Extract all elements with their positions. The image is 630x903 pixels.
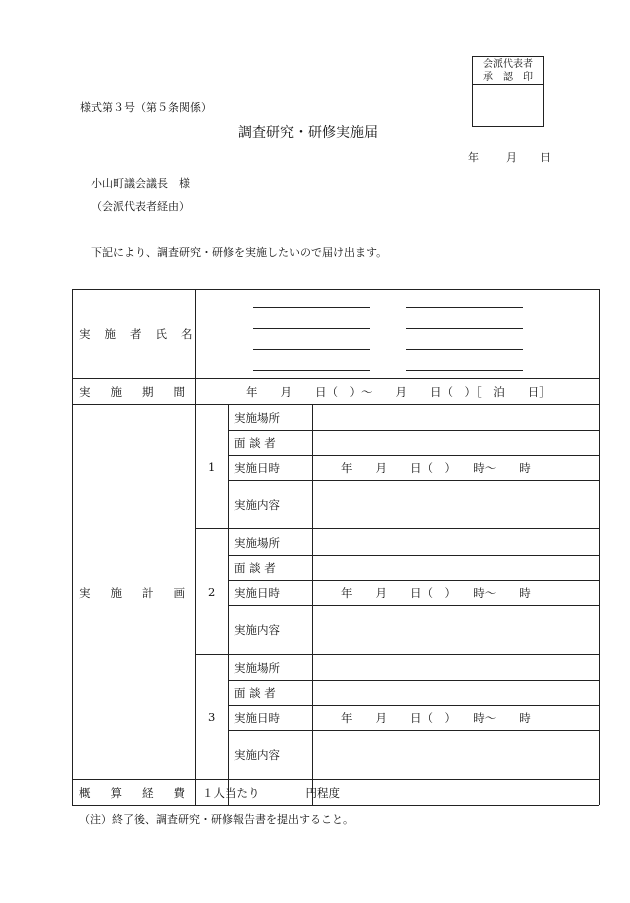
plan3-content-label: 実施内容 [234, 748, 280, 762]
period-value[interactable]: 年 月 日（ ）～ 月 日（ ）［ 泊 日］ [246, 385, 551, 399]
table-border-left [72, 289, 73, 805]
plan1-interviewee-label: 面 談 者 [234, 436, 276, 450]
plan1-content-label: 実施内容 [234, 498, 280, 512]
addressee: 小山町議会議長 様 [91, 177, 190, 190]
table-border-bottom [72, 805, 599, 806]
plan2-datetime-label: 実施日時 [234, 586, 280, 600]
plan1-datetime-label: 実施日時 [234, 461, 280, 475]
plan-number-3: 3 [208, 710, 216, 724]
plan2-interviewee-label: 面 談 者 [234, 561, 276, 575]
plan-subrow-divider [228, 555, 599, 556]
plan-subrow-divider [228, 680, 599, 681]
table-border-top [72, 289, 599, 290]
stamp-header [473, 57, 543, 85]
plan2-datetime-value[interactable]: 年 月 日（ ） 時～ 時 [341, 586, 531, 600]
plan-subrow-divider [228, 455, 599, 456]
plan-number-2: 2 [208, 585, 216, 599]
name-blank-line[interactable] [253, 307, 370, 308]
plan1-place-label: 実施場所 [234, 411, 280, 425]
plan2-place-label: 実施場所 [234, 536, 280, 550]
plan-group-divider [195, 528, 599, 529]
row-divider [72, 378, 599, 379]
plan-subrow-divider [228, 605, 599, 606]
date-month-label: 月 [506, 151, 517, 164]
row-divider [72, 779, 599, 780]
row-divider [72, 404, 599, 405]
stamp-line-2: 承 認 印 [483, 72, 533, 83]
implementer-label [79, 326, 207, 342]
approval-stamp-box [472, 56, 544, 127]
plan-subrow-divider [228, 480, 599, 481]
intro-text: 下記により、調査研究・研修を実施したいので届け出ます。 [91, 246, 388, 259]
plan3-interviewee-label: 面 談 者 [234, 686, 276, 700]
stamp-line-1: 会派代表者 [483, 59, 533, 70]
plan-subrow-divider [228, 430, 599, 431]
date-year-label: 年 [468, 151, 479, 164]
page-title: 調査研究・研修実施届 [238, 125, 378, 141]
plan3-place-label: 実施場所 [234, 661, 280, 675]
plan2-content-label: 実施内容 [234, 623, 280, 637]
plan1-datetime-value[interactable]: 年 月 日（ ） 時～ 時 [341, 461, 531, 475]
label-column-divider [195, 289, 196, 805]
plan-subrow-divider [228, 705, 599, 706]
plan3-datetime-label: 実施日時 [234, 711, 280, 725]
cost-value[interactable]: １人当たり 円程度 [202, 786, 340, 800]
name-blank-line[interactable] [406, 328, 523, 329]
plan-group-divider [195, 654, 599, 655]
via-note: （会派代表者経由） [91, 200, 190, 213]
name-blank-line[interactable] [253, 349, 370, 350]
plan-subrow-divider [228, 580, 599, 581]
plan-number-1: 1 [208, 460, 216, 474]
date-day-label: 日 [540, 151, 551, 164]
plan3-datetime-value[interactable]: 年 月 日（ ） 時～ 時 [341, 711, 531, 725]
name-blank-line[interactable] [253, 328, 370, 329]
implementer-label-text: 実施者氏名 [79, 327, 207, 341]
name-blank-line[interactable] [253, 370, 370, 371]
name-blank-line[interactable] [406, 349, 523, 350]
cost-label: 概算経費 [79, 786, 205, 800]
form-number: 様式第３号（第５条関係） [80, 101, 212, 114]
table-border-right [599, 289, 600, 805]
period-label: 実施期間 [79, 385, 205, 399]
name-blank-line[interactable] [406, 370, 523, 371]
footnote: （注）終了後、調査研究・研修報告書を提出すること。 [79, 813, 354, 826]
plan-label: 実施計画 [79, 586, 205, 600]
plan-subrow-divider [228, 730, 599, 731]
name-blank-line[interactable] [406, 307, 523, 308]
